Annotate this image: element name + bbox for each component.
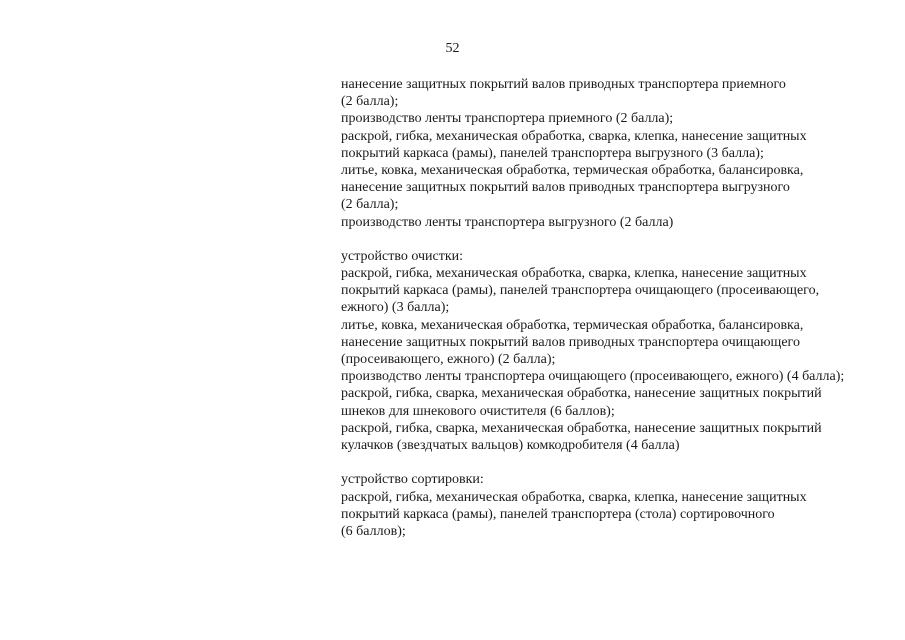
text-line: нанесение защитных покрытий валов приводных транспортера очищающего bbox=[341, 334, 800, 350]
text-line: (2 балла); bbox=[341, 94, 399, 110]
section-heading-cleaning: устройство очистки: bbox=[341, 248, 464, 264]
text-line: покрытий каркаса (рамы), панелей транспортера очищающего (просеивающего, bbox=[341, 283, 820, 299]
text-line: раскрой, гибка, механическая обработка, сварка, клепка, нанесение защитных bbox=[341, 266, 807, 282]
section-heading-sorting: устройство сортировки: bbox=[341, 472, 484, 488]
text-line: литье, ковка, механическая обработка, термическая обработка, балансировка, bbox=[341, 317, 804, 333]
text-line: раскрой, гибка, механическая обработка, сварка, клепка, нанесение защитных bbox=[341, 128, 807, 144]
text-line: раскрой, гибка, сварка, механическая обработка, нанесение защитных покрытий bbox=[341, 420, 822, 436]
text-line: покрытий каркаса (рамы), панелей транспортера выгрузного (3 балла); bbox=[341, 145, 764, 161]
text-line: литье, ковка, механическая обработка, термическая обработка, балансировка, bbox=[341, 162, 804, 178]
paragraph-cleaning-device bbox=[341, 248, 881, 454]
text-line: производство ленты транспортера очищающего (просеивающего, ежного) (4 балла); bbox=[341, 369, 845, 385]
text-line: шнеков для шнекового очистителя (6 баллов); bbox=[341, 403, 615, 419]
paragraph-gap bbox=[341, 231, 881, 248]
text-line: (6 баллов); bbox=[341, 523, 406, 539]
text-line: нанесение защитных покрытий валов приводных транспортера приемного bbox=[341, 77, 786, 92]
text-line: производство ленты транспортера приемного (2 балла); bbox=[341, 111, 674, 127]
paragraph-gap bbox=[341, 454, 881, 471]
text-line: раскрой, гибка, сварка, механическая обработка, нанесение защитных покрытий bbox=[341, 386, 822, 402]
paragraph-sorting-device bbox=[341, 471, 881, 540]
text-line: кулачков (звездчатых вальцов) комкодробителя (4 балла) bbox=[341, 437, 680, 453]
document-body bbox=[341, 76, 881, 540]
text-line: ежного) (3 балла); bbox=[341, 300, 450, 316]
paragraph-transporters bbox=[341, 76, 881, 231]
text-line: покрытий каркаса (рамы), панелей транспортера (стола) сортировочного bbox=[341, 506, 775, 522]
text-line: нанесение защитных покрытий валов приводных транспортера выгрузного bbox=[341, 180, 790, 196]
text-line: (2 балла); bbox=[341, 197, 399, 213]
text-line: производство ленты транспортера выгрузного (2 балла) bbox=[341, 214, 674, 230]
text-line: раскрой, гибка, механическая обработка, сварка, клепка, нанесение защитных bbox=[341, 489, 807, 505]
text-line: (просеивающего, ежного) (2 балла); bbox=[341, 352, 556, 367]
page-number: 52 bbox=[445, 41, 460, 56]
